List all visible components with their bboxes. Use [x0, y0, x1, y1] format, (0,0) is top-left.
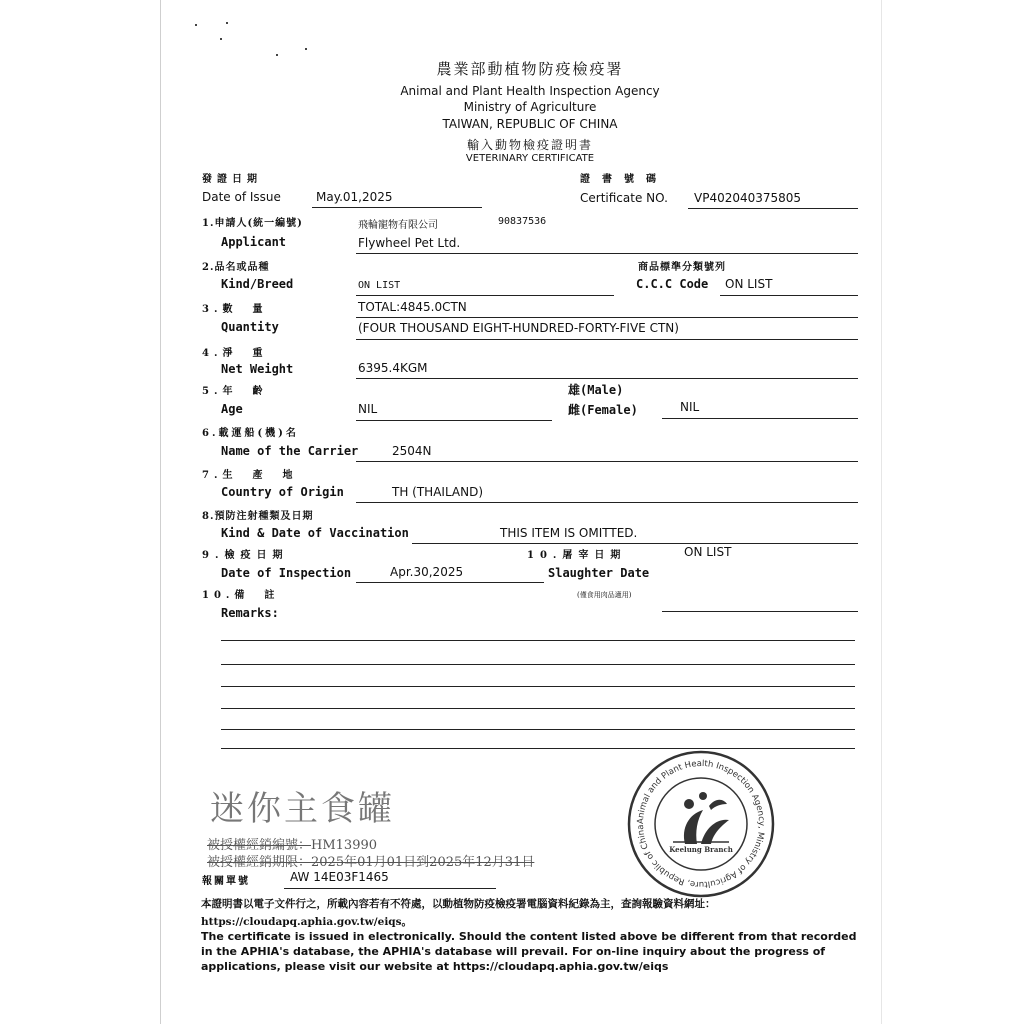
underline: [356, 420, 552, 421]
vaccination-label-zh: 8.預防注射種類及日期: [202, 511, 314, 522]
applicant-tax-id: 90837536: [498, 216, 547, 227]
applicant-name-zh: 飛輪寵物有限公司: [358, 220, 438, 231]
kind-value: ON LIST: [358, 280, 401, 291]
underline: [356, 339, 858, 340]
auth-period-label: 被授權經銷期限：: [207, 855, 312, 870]
underline: [662, 611, 858, 612]
cert-no-label: Certificate NO.: [580, 191, 668, 205]
issue-date-label-zh: 發證日期: [202, 174, 262, 185]
remarks-line: [221, 729, 855, 730]
kind-label: Kind/Breed: [221, 277, 294, 291]
remarks-label: Remarks:: [221, 606, 279, 620]
weight-label-zh: 4.淨 重: [202, 348, 268, 359]
applicant-label-zh: 1.申請人(統一編號): [202, 218, 303, 229]
speck: [276, 54, 278, 56]
underline: [662, 418, 858, 419]
speck: [220, 38, 222, 40]
male-label: 雄(Male): [568, 383, 624, 397]
doc-title-zh: 輸入動物檢疫證明書: [466, 138, 593, 152]
speck: [305, 48, 307, 50]
slaughter-value: ON LIST: [684, 545, 732, 559]
speck: [226, 22, 228, 24]
remarks-line: [221, 664, 855, 665]
doc-title-en: VETERINARY CERTIFICATE: [465, 153, 595, 164]
underline: [356, 295, 614, 296]
speck: [195, 24, 197, 26]
applicant-label: Applicant: [221, 235, 287, 249]
country-name: TAIWAN, REPUBLIC OF CHINA: [442, 117, 618, 131]
issue-date-value: May.01,2025: [316, 190, 393, 204]
applicant-name-en: Flywheel Pet Ltd.: [358, 236, 461, 250]
inspection-label: Date of Inspection: [221, 566, 352, 580]
customs-value: AW 14E03F1465: [290, 870, 389, 884]
age-label-zh: 5.年 齡: [202, 386, 268, 397]
official-seal: [625, 748, 777, 900]
carrier-label-zh: 6.載運船(機)名: [202, 428, 299, 439]
quantity-total: TOTAL:4845.0CTN: [358, 300, 467, 314]
agency-name-zh: 農業部動植物防疫檢疫署: [436, 60, 624, 78]
origin-value: TH (THAILAND): [392, 485, 484, 499]
ccc-value: ON LIST: [725, 277, 773, 291]
quantity-label-zh: 3.數 量: [202, 304, 268, 315]
quantity-label: Quantity: [221, 320, 279, 334]
quantity-words: (FOUR THOUSAND EIGHT-HUNDRED-FORTY-FIVE CTN): [358, 321, 679, 335]
auth-period: 2025年01月01日到2025年12月31日: [311, 855, 535, 870]
footer-en: The certificate is issued in electronically. Should the content listed above be different from that recorded in the APHIA's database, the APHIA's database will prevail. For on-line inquiry about the progress of applications, please visit our website at https://cloudapq.aphia.gov.tw/eiqs: [201, 930, 857, 973]
remarks-line: [221, 708, 855, 709]
kind-label-zh: 2.品名或品種: [202, 262, 270, 273]
remarks-line: [221, 640, 855, 641]
female-label: 雌(Female): [568, 403, 638, 417]
sprout-emblem: [684, 792, 729, 844]
slaughter-label-zh: 10.屠宰日期: [527, 550, 627, 561]
ccc-label-zh: 商品標準分類號列: [638, 262, 726, 273]
sex-value: NIL: [680, 400, 700, 414]
underline: [356, 317, 858, 318]
weight-label: Net Weight: [221, 362, 294, 376]
age-value: NIL: [358, 402, 378, 416]
underline: [356, 582, 544, 583]
age-label: Age: [221, 402, 243, 416]
ccc-label: C.C.C Code: [636, 277, 709, 291]
cert-no-label-zh: 證書號碼: [580, 174, 668, 185]
underline: [688, 208, 858, 209]
issue-date-label: Date of Issue: [202, 190, 281, 204]
carrier-label: Name of the Carrier: [221, 444, 359, 458]
auth-number-label: 被授權經銷編號：: [207, 838, 312, 853]
underline: [356, 253, 858, 254]
auth-number: HM13990: [311, 838, 378, 853]
cert-no-value: VP402040375805: [694, 191, 802, 205]
footer-zh: 本證明書以電子文件行之，所載內容若有不符處，以動植物防疫檢疫署電腦資料紀錄為主，查詢報驗資料網址：https://cloudapq.aphia.gov.tw/eiqs。: [201, 898, 716, 928]
inspection-label-zh: 9.檢疫日期: [202, 550, 289, 561]
product-stamp: 迷你主食罐: [210, 789, 395, 829]
weight-value: 6395.4KGM: [358, 361, 428, 375]
slaughter-label: Slaughter Date: [548, 566, 650, 580]
vaccination-label: Kind & Date of Vaccination: [221, 526, 409, 540]
underline: [284, 888, 496, 889]
underline: [356, 378, 858, 379]
remarks-line: [221, 686, 855, 687]
auth-period-row: [207, 851, 534, 870]
agency-name-en: Animal and Plant Health Inspection Agency: [400, 84, 660, 98]
carrier-value: 2504N: [392, 444, 432, 458]
underline: [356, 502, 858, 503]
ministry-name: Ministry of Agriculture: [463, 100, 597, 114]
underline: [356, 461, 858, 462]
underline: [720, 295, 858, 296]
origin-label-zh: 7.生 產 地: [202, 470, 298, 481]
underline: [412, 543, 858, 544]
customs-label: 報關單號: [202, 876, 250, 887]
inspection-value: Apr.30,2025: [390, 565, 464, 579]
origin-label: Country of Origin: [221, 485, 344, 499]
slaughter-note: (僅食用肉品適用): [577, 591, 632, 599]
underline: [312, 207, 482, 208]
seal-branch: Keelung Branch: [669, 845, 733, 854]
vaccination-value: THIS ITEM IS OMITTED.: [500, 526, 638, 540]
remarks-label-zh: 10.備 註: [202, 590, 280, 601]
seal-ring-text: Animal and Plant Health Inspection Agency, Ministry of Agriculture, Republic of China: [635, 758, 767, 890]
